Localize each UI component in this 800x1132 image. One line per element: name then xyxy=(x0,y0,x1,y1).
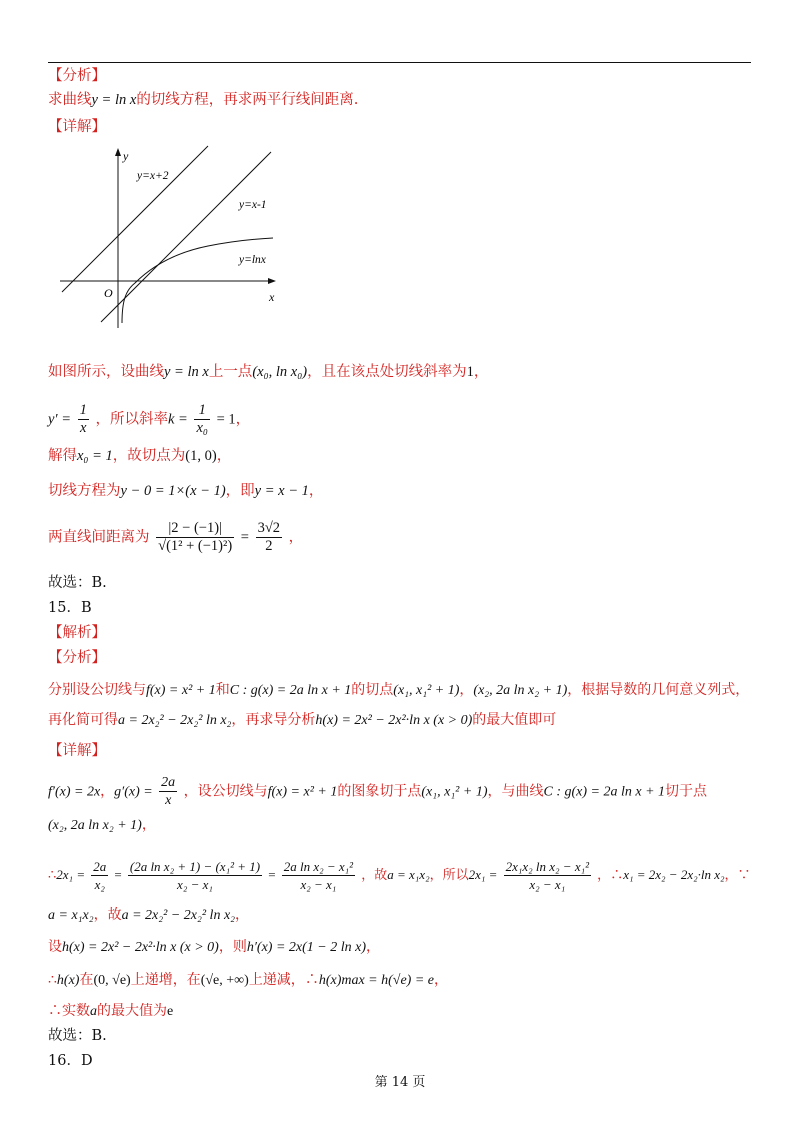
sol1-choice: 故选：B. xyxy=(48,575,107,591)
detail-tag: 【详解】 xyxy=(48,119,106,135)
q15-detail-line5: 设h(x) = 2x² − 2x²·ln x (x > 0)，则h′(x) = 2x(1 − 2 ln x)， xyxy=(48,939,380,955)
analysis-tag: 【分析】 xyxy=(48,68,106,84)
x-axis-arrow-icon xyxy=(268,278,276,284)
fraction: $\frac{2a}{x}$ xyxy=(161,775,176,808)
line2-label: y=x-1 xyxy=(239,199,267,211)
analysis-text: 求曲线y = ln x的切线方程，再求两平行线间距离. xyxy=(48,92,359,108)
x-axis-label: x xyxy=(269,290,275,304)
fraction: $\frac{|2 - (-1)|}{\text{√(1² + (−1)²)}}$ xyxy=(158,520,233,554)
fraction: $\frac{2a}{\text{x₂}}$ xyxy=(93,859,107,892)
sol1-line3: 解得x₀ = 1，故切点为(1, 0)， xyxy=(48,448,232,464)
fraction: $\frac{\text{2a ln x₂ − x₁²}}{\text{x₂ − x₁}}$ xyxy=(283,859,354,892)
q15-analysis-line2: 再化简可得a = 2x₂² − 2x₂² ln x₂，再求导分析h(x) = 2x² − 2x²·ln x (x > 0)的最大值即可 xyxy=(48,712,557,728)
q15-detail-line6: ∴h(x)在(0, √e)上递增，在(√e, +∞)上递减，∴h(x)max = h(√e) = e， xyxy=(48,972,449,988)
fraction: $\frac{3√2}{2}$ xyxy=(257,520,281,554)
q15-detail-tag: 【详解】 xyxy=(48,743,106,759)
y-axis-label: y xyxy=(123,149,129,163)
sol1-line5: 两直线间距离为 $\frac{|2 - (-1)|}{\text{√(1² + (−1)²)}}$ = $\frac{3√2}{2}$ ， xyxy=(48,520,304,554)
y-axis-arrow-icon xyxy=(115,148,121,156)
line-y-x-plus-2 xyxy=(62,146,208,292)
q16-heading: 16．D xyxy=(48,1053,93,1069)
fraction: $\frac{\text{2x₁x₂ ln x₂ − x₁²}}{\text{x₂ − x₁}}$ xyxy=(505,859,590,892)
q15-fenxi-tag: 【分析】 xyxy=(48,650,106,666)
sol1-line1: 如图所示，设曲线y = ln x上一点(x₀, ln x₀)，且在该点处切线斜率为1， xyxy=(48,364,489,380)
q15-analysis-line1: 分别设公切线与f(x) = x² + 1和C : g(x) = 2a ln x + 1的切点(x₁, x₁² + 1)，(x₂, 2a ln x₂ + 1)，根据导数的几何意义列式， xyxy=(48,682,750,698)
q15-detail-line3: ∴2x₁ = $\frac{2a}{\text{x₂}}$ = $\frac{\text{(2a ln x₂ + 1) − (x₁² + 1)}}{\text{x₂ − x₁}}$ = $\frac{\text{2a ln x₂ − x₁²}}{\text{x₂ − x₁}}$ ，故a = x₁x₂，所以2x₁ = $\frac{\text{2x₁x₂ ln x₂ − x₁²}}{\text{x₂ − x₁}}$ ，∴x₁ = 2x₂ − 2x₂·ln x₂，∵ xyxy=(48,859,751,892)
curve-label: y=lnx xyxy=(239,254,266,266)
sol1-line4: 切线方程为y − 0 = 1×(x − 1)，即y = x − 1， xyxy=(48,483,324,499)
line1-label: y=x+2 xyxy=(137,170,169,182)
line-y-x-minus-1 xyxy=(101,152,271,322)
tangent-line-graph xyxy=(58,140,284,330)
fraction: $\frac{1}{\text{x₀}}$ xyxy=(196,402,208,436)
q15-detail-line7: ∴实数a的最大值为e xyxy=(48,1003,174,1019)
q15-detail-line4: a = x₁x₂，故a = 2x₂² − 2x₂² ln x₂， xyxy=(48,907,250,923)
fraction: $\frac{1}{x}$ xyxy=(79,402,87,436)
header-rule xyxy=(48,62,751,63)
sol1-line2: y′ = $\frac{1}{x}$ ，所以斜率k = $\frac{1}{\text{x₀}}$ = 1， xyxy=(48,402,251,436)
q15-detail-line2: (x₂, 2a ln x₂ + 1)， xyxy=(48,817,156,833)
fraction: $\frac{\text{(2a ln x₂ + 1) − (x₁² + 1)}}{\text{x₂ − x₁}}$ xyxy=(129,859,261,892)
origin-label: O xyxy=(104,286,113,300)
q15-heading: 15．B xyxy=(48,600,92,616)
q15-jiexi-tag: 【解析】 xyxy=(48,625,106,641)
q15-detail-line1: f′(x) = 2x，g′(x) = $\frac{2a}{x}$ ，设公切线与f(x) = x² + 1的图象切于点(x₁, x₁² + 1)，与曲线C : g(x) = 2a ln x + 1切于点 xyxy=(48,775,708,808)
page-number: 第 14 页 xyxy=(374,1075,426,1090)
q15-choice: 故选：B. xyxy=(48,1028,107,1044)
